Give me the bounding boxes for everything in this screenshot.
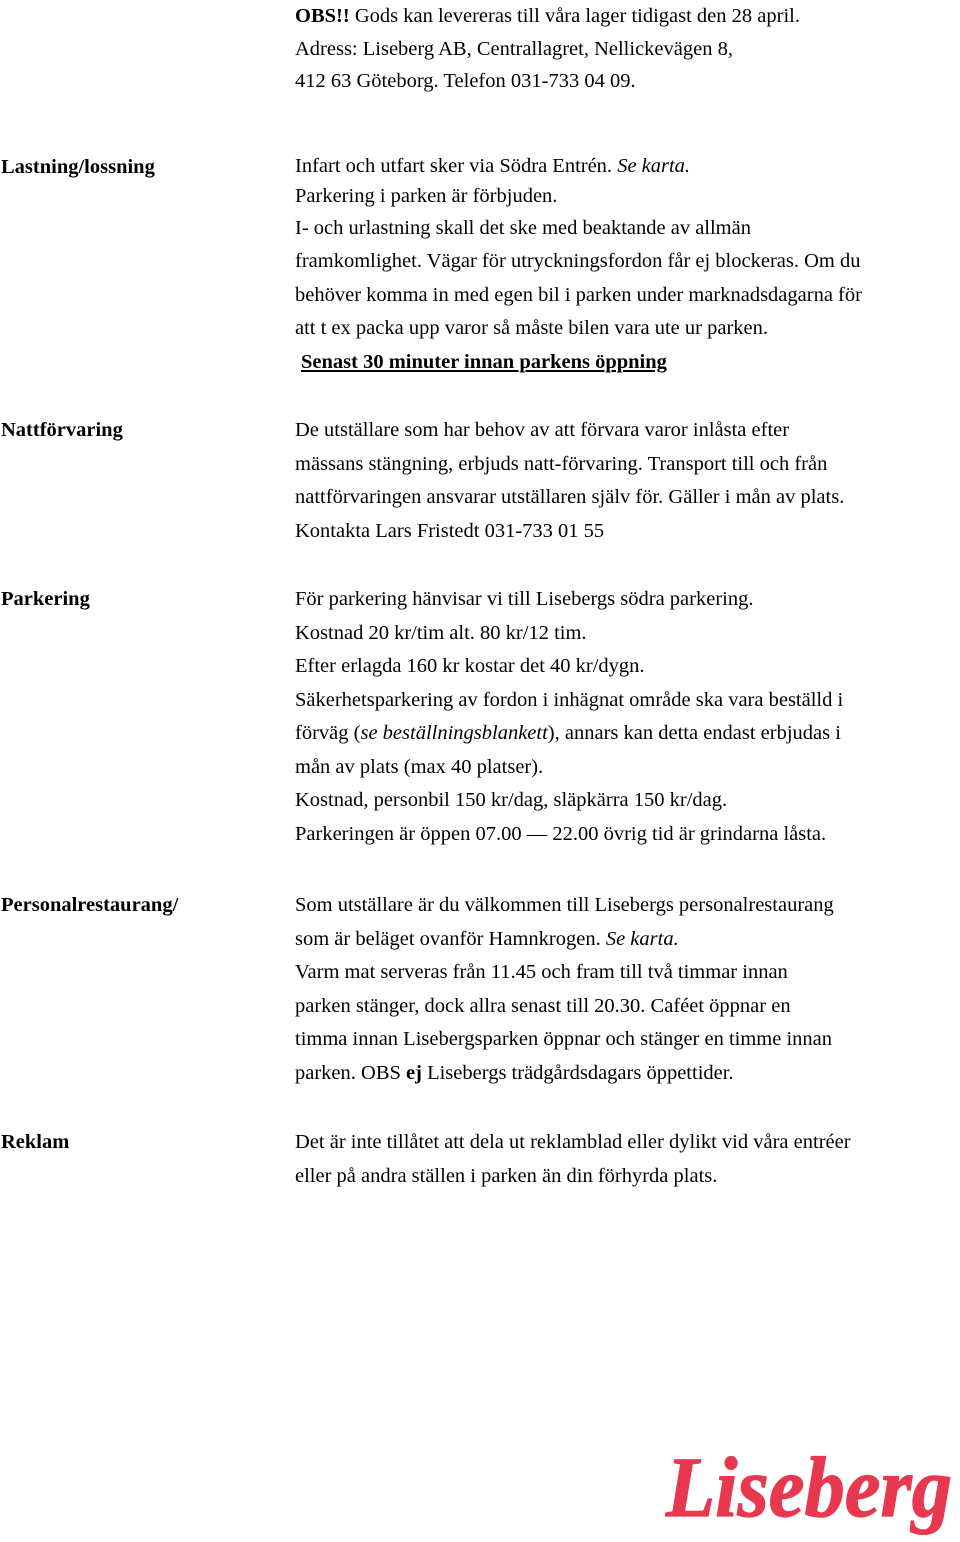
section-body-parkering: För parkering hänvisar vi till Lisebergs södra parkering. Kostnad 20 kr/tim alt. 80 kr/12 tim. Efter erlagda 160 kr kostar det 40 kr/dygn. Säkerhetsparkering av fordon i inhägnat område ska vara beställd i förväg (se beställningsblankett), annars kan detta endast erbjudas i mån av plats (max 40 platser). Kostnad, personbil 150 kr/dag, släpkärra 150 kr/dag. Parkeringen är öppen 07.00 — 22.00 övrig tid är grindarna låsta. — [295, 588, 844, 845]
see-map-link[interactable]: Se karta. — [605, 927, 679, 950]
obs-label: OBS!! — [295, 5, 350, 27]
notice-line-2: Adress: Liseberg AB, Centrallagret, Nellickevägen 8, — [295, 37, 733, 60]
see-map-link[interactable]: Se karta. — [617, 155, 691, 177]
section-body-natt: De utställare som har behov av att förvara varor inlåsta efter mässans stängning, erbjuds natt-förvaring. Transport till och från nattförvaringen ansvarar utställaren själv för. Gäller i mån av plats. Kontakta Lars Fristedt 031-733 01 55 — [295, 419, 845, 542]
liseberg-logo — [662, 1436, 956, 1542]
section-label-restaurang: Personalrestaurang/ — [1, 894, 179, 916]
section-label-natt: Nattförvaring — [1, 419, 123, 441]
section-label-lastning: Lastning/lossning — [1, 156, 155, 178]
notice-line-3: 412 63 Göteborg. Telefon 031-733 04 09. — [295, 70, 636, 92]
notice-line-1: OBS!! Gods kan levereras till våra lager tidigast den 28 april. — [295, 5, 800, 27]
section-body-lastning: Infart och utfart sker via Södra Entrén. Se karta. Parkering i parken är förbjuden. I- och urlastning skall det ske med beaktande av allmän framkomlighet. Vägar för utryckningsfordon får ej blockeras. Om du behöver komma in med egen bil i parken under marknadsdagarna för att t ex packa upp varor så måste bilen vara ute ur parken. Senast 30 minuter innan parkens öppning — [295, 151, 955, 379]
svg-text:Liseberg: Liseberg — [665, 1439, 952, 1535]
section-body-restaurang: Som utställare är du välkommen till Lisebergs personalrestaurang som är beläget ovanför Hamnkrogen. Se karta. Varm mat serveras från 11.45 och fram till två timmar innan parken stänger, dock allra senast till 20.30. Caféet öppnar en timma innan Lisebergsparken öppnar och stänger en timme innan parken. OBS ej Lisebergs trädgårdsdagars öppettider. — [295, 894, 834, 1084]
order-form-link[interactable]: se beställningsblankett — [360, 722, 548, 744]
deadline-note: Senast 30 minuter innan parkens öppning — [301, 350, 667, 373]
delivery-notice — [295, 0, 955, 98]
section-body-reklam: Det är inte tillåtet att dela ut reklamblad eller dylikt vid våra entréer eller på andra ställen i parken än din förhyrda plats. — [295, 1131, 851, 1187]
section-label-parkering: Parkering — [1, 588, 90, 610]
section-label-reklam: Reklam — [1, 1131, 70, 1153]
